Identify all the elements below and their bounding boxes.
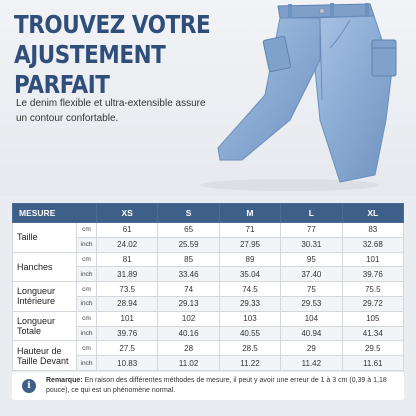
- value-cell: 40.94: [281, 326, 342, 341]
- value-cell: 39.76: [97, 326, 158, 341]
- value-cell: 31.89: [97, 267, 158, 282]
- unit-inch: inch: [77, 237, 97, 252]
- unit-inch: inch: [77, 267, 97, 282]
- value-cell: 104: [281, 311, 342, 326]
- value-cell: 39.76: [342, 267, 403, 282]
- header-l: L: [281, 204, 342, 223]
- hero-section: [0, 0, 416, 196]
- value-cell: 65: [158, 223, 219, 238]
- value-cell: 29: [281, 341, 342, 356]
- value-cell: 24.02: [97, 237, 158, 252]
- table-body: [13, 223, 404, 371]
- value-cell: 27.5: [97, 341, 158, 356]
- value-cell: 29.72: [342, 296, 403, 311]
- unit-inch: inch: [77, 326, 97, 341]
- value-cell: 61: [97, 223, 158, 238]
- value-cell: 11.22: [219, 356, 280, 371]
- size-chart-table: [12, 203, 404, 370]
- measure-label: Longueur Intérieure: [13, 282, 77, 312]
- unit-cm: cm: [77, 311, 97, 326]
- measure-label: Hauteur de Taille Devant: [13, 341, 77, 371]
- value-cell: 41.34: [342, 326, 403, 341]
- value-cell: 29.13: [158, 296, 219, 311]
- value-cell: 28.94: [97, 296, 158, 311]
- unit-cm: cm: [77, 341, 97, 356]
- note-text: [46, 376, 404, 396]
- unit-cm: cm: [77, 282, 97, 297]
- value-cell: 30.31: [281, 237, 342, 252]
- value-cell: 77: [281, 223, 342, 238]
- value-cell: 103: [219, 311, 280, 326]
- value-cell: 10.83: [97, 356, 158, 371]
- value-cell: 28.5: [219, 341, 280, 356]
- value-cell: 33.46: [158, 267, 219, 282]
- value-cell: 32.68: [342, 237, 403, 252]
- table-row: [13, 252, 404, 267]
- value-cell: 11.61: [342, 356, 403, 371]
- value-cell: 73.5: [97, 282, 158, 297]
- value-cell: 11.02: [158, 356, 219, 371]
- value-cell: 75: [281, 282, 342, 297]
- measure-label: Longueur Totale: [13, 311, 77, 341]
- subtitle: Le denim flexible et ultra-extensible assure un contour confortable.: [16, 98, 206, 124]
- note-label: Remarque:: [46, 377, 83, 384]
- table-row: [13, 223, 404, 238]
- measurement-note: [12, 372, 404, 400]
- unit-inch: inch: [77, 296, 97, 311]
- header-measure: MESURE: [13, 204, 97, 223]
- value-cell: 81: [97, 252, 158, 267]
- title-line-1: TROUVEZ VOTRE: [14, 10, 211, 39]
- header-s: S: [158, 204, 219, 223]
- value-cell: 74: [158, 282, 219, 297]
- measure-label: Hanches: [13, 252, 77, 282]
- value-cell: 40.55: [219, 326, 280, 341]
- value-cell: 29.33: [219, 296, 280, 311]
- value-cell: 71: [219, 223, 280, 238]
- unit-inch: inch: [77, 356, 97, 371]
- value-cell: 83: [342, 223, 403, 238]
- value-cell: 27.95: [219, 237, 280, 252]
- info-icon: i: [22, 379, 36, 393]
- title-line-2: AJUSTEMENT PARFAIT: [14, 40, 166, 99]
- value-cell: 89: [219, 252, 280, 267]
- value-cell: 74.5: [219, 282, 280, 297]
- value-cell: 105: [342, 311, 403, 326]
- unit-cm: cm: [77, 223, 97, 238]
- value-cell: 35.04: [219, 267, 280, 282]
- note-body: En raison des différentes méthodes de mesure, il peut y avoir une erreur de 1 à 3 cm (0,39 à 1,18 pouce), ce qui est un phénomène normal.: [46, 377, 387, 394]
- header-m: M: [219, 204, 280, 223]
- value-cell: 37.40: [281, 267, 342, 282]
- value-cell: 95: [281, 252, 342, 267]
- table-header-row: [13, 204, 404, 223]
- value-cell: 101: [342, 252, 403, 267]
- value-cell: 101: [97, 311, 158, 326]
- table-row: [13, 282, 404, 297]
- value-cell: 29.53: [281, 296, 342, 311]
- value-cell: 40.16: [158, 326, 219, 341]
- measure-label: Taille: [13, 223, 77, 253]
- header-xs: XS: [97, 204, 158, 223]
- unit-cm: cm: [77, 252, 97, 267]
- header-xl: XL: [342, 204, 403, 223]
- value-cell: 11.42: [281, 356, 342, 371]
- value-cell: 75.5: [342, 282, 403, 297]
- value-cell: 25.59: [158, 237, 219, 252]
- value-cell: 29.5: [342, 341, 403, 356]
- value-cell: 102: [158, 311, 219, 326]
- table-row: [13, 341, 404, 356]
- table-row: [13, 311, 404, 326]
- value-cell: 28: [158, 341, 219, 356]
- jeans-image: [170, 0, 416, 196]
- value-cell: 85: [158, 252, 219, 267]
